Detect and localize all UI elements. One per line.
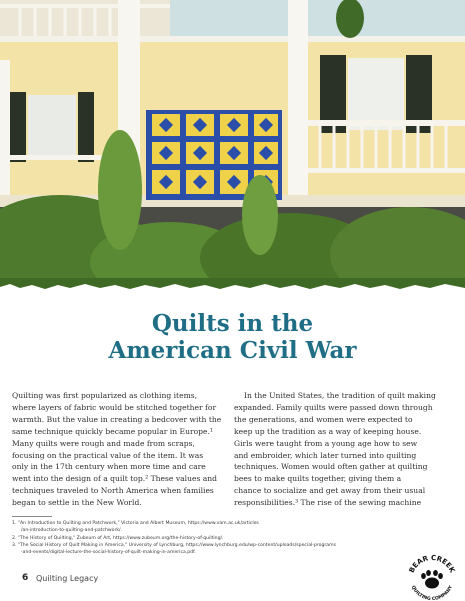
cover-photo: [0, 0, 465, 293]
footnote-1-continued: /an-introduction-to-quilting-and-patchwork/.: [21, 528, 123, 534]
body-line: Girls were taught from a young age how to sew: [234, 438, 418, 448]
footnote-divider: [12, 516, 52, 517]
body-line: focusing on the practical value of the item. It was: [12, 450, 204, 460]
bear-paw-logo-icon: [404, 552, 460, 600]
body-line: responsibilities.³ The rise of the sewing machine: [234, 498, 422, 508]
article-title-line-2: American Civil War: [108, 337, 357, 364]
running-title: Quilting Legacy: [36, 574, 99, 583]
logo-top-text: BEAR CREEK: [407, 553, 457, 575]
body-line: same technique quickly became popular in Europe.¹: [12, 426, 213, 436]
body-line: techniques traveled to North America when families: [12, 486, 214, 496]
body-line: went into the design of a quilt top.² These values and: [12, 474, 218, 484]
svg-text:BEAR CREEK: [408, 554, 457, 575]
body-line: warmth. But the value in creating a bedcover with the: [12, 414, 222, 424]
body-line: the generations, and women were expected to: [234, 414, 413, 424]
body-line: only in the 17th century when more time and care: [12, 462, 206, 472]
body-line: Quilting was first popularized as clothing items,: [12, 391, 198, 400]
footnote-3: 3. "The Social History of Quilt Making in America," University of Lynchburg, https://www.lynchburg.edu/wp-content/uploads/special-programs: [12, 542, 336, 548]
footnote-1: 1. "An Introduction to Quilting and Patchwork," Victoria and Albert Museum, https://www.vam.ac.uk/articles: [12, 521, 259, 526]
footnotes: [12, 520, 452, 556]
body-line: Many quilts were rough and made from scraps,: [12, 438, 195, 448]
body-line: began to settle in the New World.: [12, 498, 142, 508]
logo-bottom-text: QUILTING COMPANY: [409, 585, 455, 600]
body-line: expanded. Family quilts were passed down through: [234, 402, 433, 412]
porch-quilt-illustration: [0, 0, 465, 293]
body-line: techniques. Women would often gather at quilting: [234, 462, 428, 472]
body-column-left: [12, 390, 224, 509]
publisher-logo: [404, 552, 460, 600]
body-line: where layers of fabric would be stitched together for: [12, 402, 217, 412]
body-line: keep up the tradition as a way of keeping house.: [234, 426, 422, 436]
article-title-line-1: Quilts in the: [151, 310, 314, 337]
body-column-right: [234, 390, 446, 509]
page-number: 6: [22, 573, 29, 583]
body-line: bees to make quilts together, giving them a: [234, 474, 402, 484]
body-line: chance to socialize and get away from their usual: [234, 486, 426, 496]
footnote-3-continued: -and-events/digital-lecture-the-social-history-of-quilt-making-in-america.pdf.: [21, 550, 196, 556]
footnote-2: 2. "The History of Quilting," Zubeum of Art, https://www.zubeum.org/the-history-of-quilting/.: [12, 535, 224, 541]
body-line: and embroider, which later turned into quilting: [234, 450, 417, 460]
body-line: In the United States, the tradition of quilt making: [244, 391, 436, 400]
